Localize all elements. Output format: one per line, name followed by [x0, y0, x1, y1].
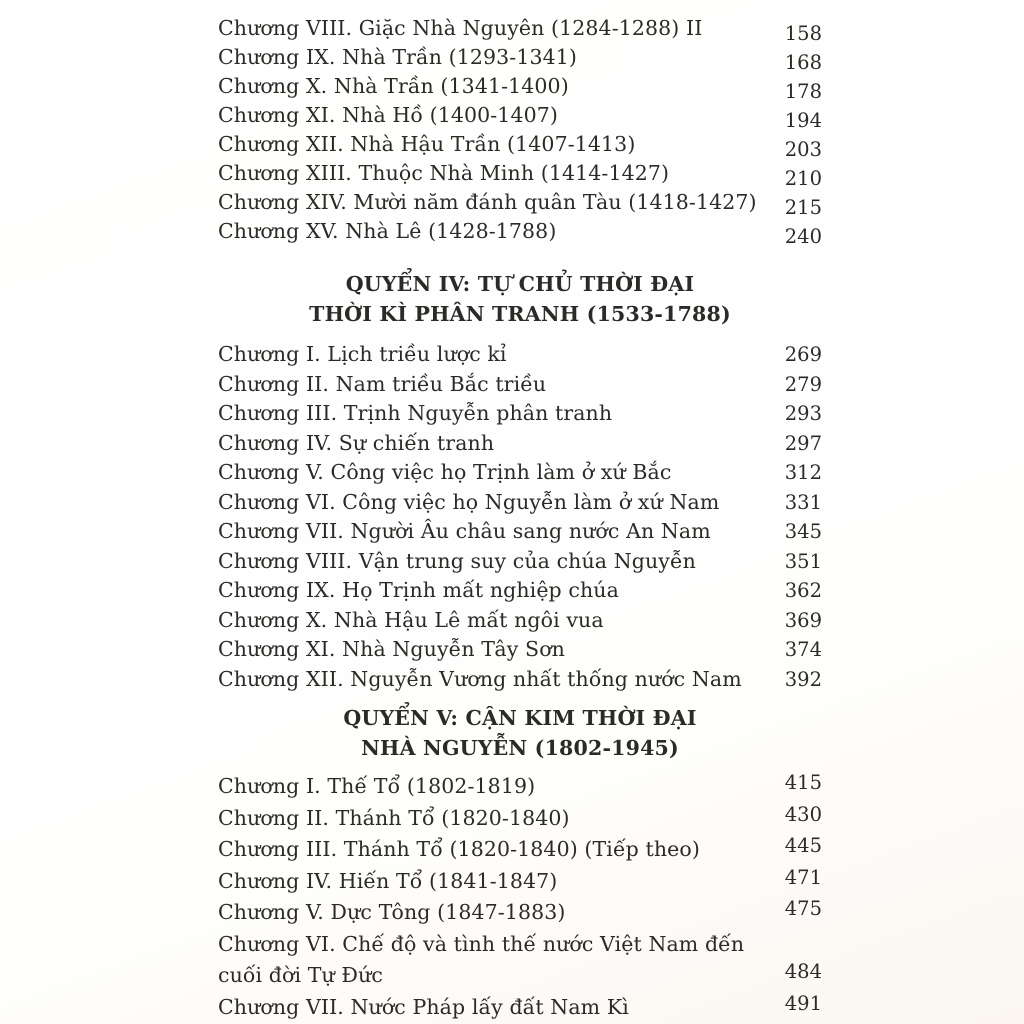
toc-entry-label: Chương IX. Họ Trịnh mất nghiệp chúa: [218, 578, 619, 602]
toc-entry-page-number: 430: [784, 802, 822, 826]
toc-entry-label: Chương IX. Nhà Trần (1293-1341): [218, 45, 577, 69]
toc-entry-page-number: 331: [784, 490, 822, 514]
toc-entry-label: Chương XII. Nhà Hậu Trần (1407-1413): [218, 132, 636, 156]
toc-entry-row: [218, 865, 822, 901]
toc-entry-label: Chương XIII. Thuộc Nhà Minh (1414-1427): [218, 161, 670, 185]
toc-entry-row: [218, 637, 822, 667]
section-heading: [218, 269, 822, 329]
toc-entry-page-number: 293: [784, 402, 822, 425]
toc-entry-page-number: 471: [784, 865, 822, 889]
toc-entry-label: Chương III. Trịnh Nguyễn phân tranh: [218, 401, 613, 425]
toc-entry-page-number: 269: [784, 343, 822, 366]
toc-entry-label: Chương VI. Công việc họ Nguyễn làm ở xứ Nam: [218, 489, 720, 514]
toc-entry-page-number: 345: [784, 520, 822, 543]
toc-entry-label: Chương VII. Nước Pháp lấy đất Nam Kì: [218, 994, 629, 1019]
toc-entry-row: [218, 342, 822, 372]
toc-entry-label: Chương V. Dực Tông (1847-1883): [218, 900, 566, 924]
toc-entry-label: Chương XI. Nhà Hồ (1400-1407): [218, 103, 558, 127]
toc-entry-page-number: 475: [784, 897, 822, 920]
section-heading-line: QUYỂN IV: TỰ CHỦ THỜI ĐẠI: [345, 272, 695, 296]
toc-entry-row: [218, 16, 822, 45]
toc-entry-label: Chương X. Nhà Hậu Lê mất ngôi vua: [218, 607, 604, 632]
toc-entry-page-number: 194: [784, 109, 822, 132]
section-heading: [218, 703, 822, 763]
toc-entry-page-number: 215: [784, 196, 822, 219]
toc-entry-row: [218, 608, 822, 638]
toc-entry-row: [218, 667, 822, 697]
toc-entry-row: [218, 74, 822, 103]
section-heading-line: THỜI KÌ PHÂN TRANH (1533-1788): [309, 302, 731, 326]
toc-entry-page-number: 210: [784, 167, 822, 190]
toc-entry-page-number: 484: [784, 960, 822, 983]
toc-entry-page-number: 491: [784, 991, 822, 1015]
toc-entry-row: [218, 372, 822, 402]
toc-entry-page-number: 279: [784, 372, 822, 396]
toc-entry-row: [218, 401, 822, 431]
toc-entry-row: [218, 991, 822, 1024]
toc-entry-row: [218, 932, 822, 964]
toc-entry-row: [218, 802, 822, 838]
toc-entry-row: [218, 431, 822, 461]
toc-entry-label: Chương XIV. Mười năm đánh quân Tàu (1418-1427): [218, 190, 757, 214]
section-heading-line: QUYỂN V: CẬN KIM THỜI ĐẠI: [343, 706, 697, 730]
toc-entry-row: [218, 834, 822, 869]
toc-entry-label: Chương IV. Hiến Tổ (1841-1847): [218, 868, 558, 893]
toc-entry-row: [218, 490, 822, 520]
toc-entry-row: [218, 219, 822, 248]
toc-entry-label: Chương VIII. Vận trung suy của chúa Nguyễn: [218, 548, 696, 573]
toc-entry-page-number: 158: [784, 22, 822, 45]
toc-entry-row: [218, 897, 822, 932]
toc: [218, 16, 822, 1024]
toc-entry-page-number: 312: [784, 461, 822, 484]
toc-entry-label: Chương VI. Chế độ và tình thế nước Việt Nam đến: [218, 931, 745, 956]
toc-entry-row: [218, 45, 822, 74]
toc-entry-row: [218, 771, 822, 806]
toc-entry-label: Chương III. Thánh Tổ (1820-1840) (Tiếp theo): [218, 837, 700, 861]
toc-entry-label: Chương XV. Nhà Lê (1428-1788): [218, 219, 557, 243]
toc-entry-label: Chương V. Công việc họ Trịnh làm ở xứ Bắc: [218, 460, 672, 484]
toc-entry-label: Chương VIII. Giặc Nhà Nguyên (1284-1288) II: [218, 16, 703, 40]
toc-entry-page-number: 369: [784, 608, 822, 632]
toc-entry-row: [218, 103, 822, 132]
toc-entry-row: [218, 578, 822, 608]
toc-entry-label: Chương II. Nam triều Bắc triều: [218, 371, 547, 396]
toc-section: [218, 703, 822, 1024]
toc-entry-label: Chương II. Thánh Tổ (1820-1840): [218, 805, 570, 830]
toc-entry-row: [218, 549, 822, 579]
toc-entry-page-number: 362: [784, 579, 822, 602]
toc-entry-row: [218, 190, 822, 219]
toc-entry-page-number: 168: [784, 51, 822, 74]
toc-entry-page-number: 392: [784, 667, 822, 691]
toc-entry-row: [218, 960, 822, 995]
toc-entry-label: cuối đời Tự Đức: [218, 963, 383, 987]
toc-entry-row: [218, 132, 822, 161]
toc-entry-label: Chương XI. Nhà Nguyễn Tây Sơn: [218, 637, 565, 661]
toc-section: [218, 269, 822, 696]
toc-entry-row: [218, 460, 822, 490]
toc-entry-label: Chương IV. Sự chiến tranh: [218, 430, 495, 455]
toc-entry-page-number: 178: [784, 80, 822, 103]
toc-entry-label: Chương VII. Người Âu châu sang nước An Nam: [218, 519, 711, 543]
toc-entry-page-number: 415: [784, 771, 822, 794]
toc-entry-label: Chương I. Thế Tổ (1802-1819): [218, 774, 536, 798]
toc-entry-page-number: 445: [784, 834, 822, 857]
toc-entry-label: Chương X. Nhà Trần (1341-1400): [218, 74, 569, 98]
section-heading-line: NHÀ NGUYỄN (1802-1945): [361, 736, 679, 760]
toc-section: [218, 16, 822, 248]
toc-entry-label: Chương I. Lịch triều lược kỉ: [218, 342, 507, 366]
toc-entry-page-number: 374: [784, 638, 822, 661]
toc-entry-row: [218, 519, 822, 549]
toc-entry-row: [218, 161, 822, 190]
toc-entry-page-number: 297: [784, 431, 822, 455]
toc-entry-page-number: 351: [784, 549, 822, 573]
toc-entry-page-number: 203: [784, 138, 822, 161]
toc-entry-page-number: 240: [784, 225, 822, 248]
toc-entry-label: Chương XII. Nguyễn Vương nhất thống nước Nam: [218, 666, 742, 691]
